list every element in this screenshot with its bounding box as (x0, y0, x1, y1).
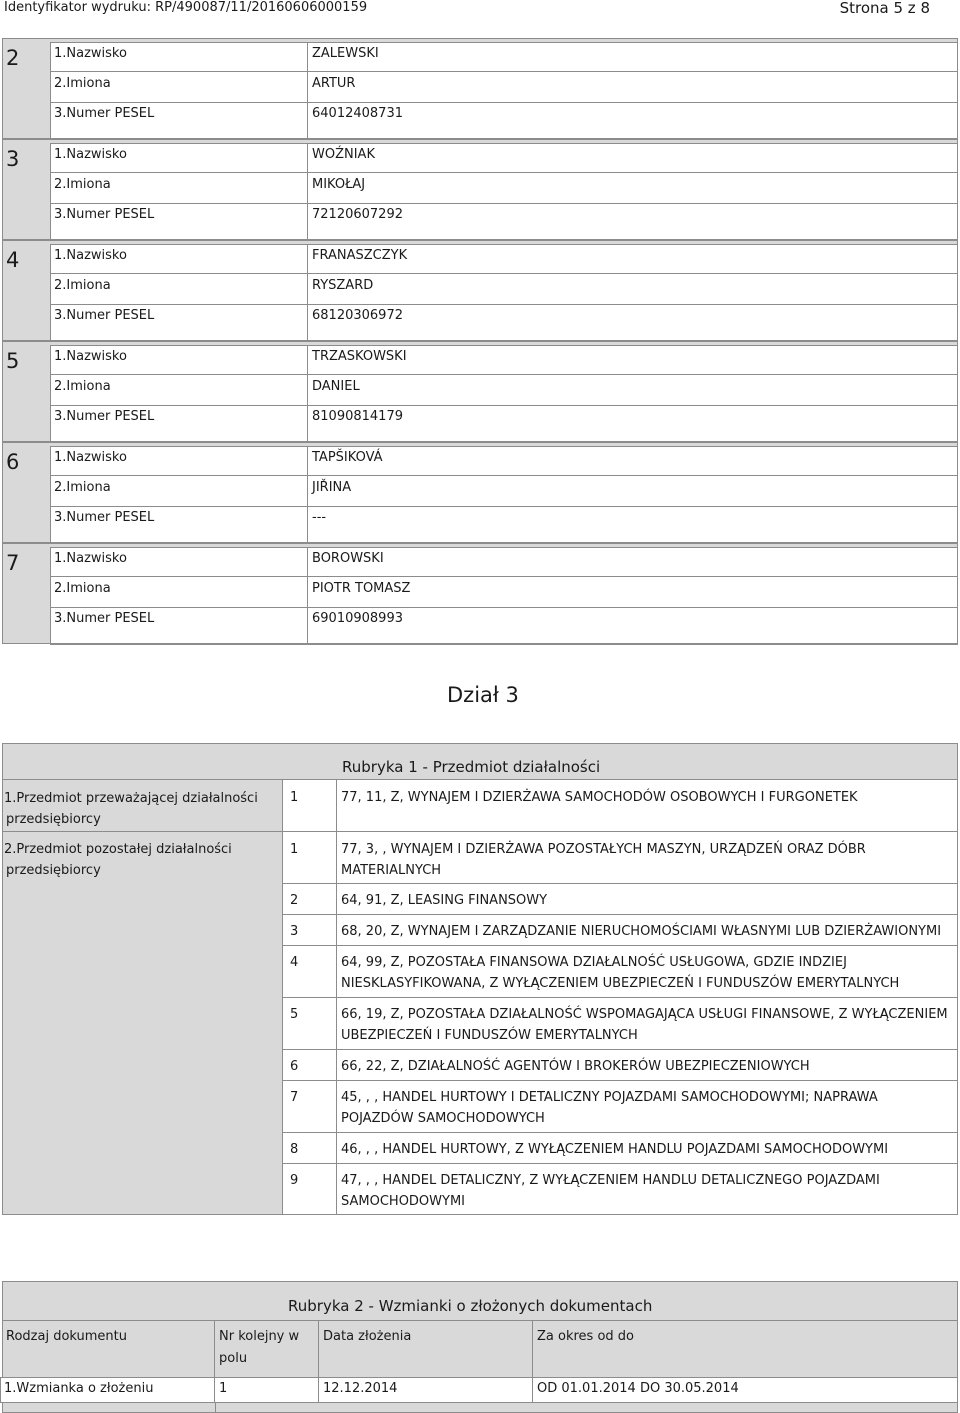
rubryka-1-title: Rubryka 1 - Przedmiot działalności (342, 758, 601, 776)
wzmianka-period: OD 01.01.2014 DO 30.05.2014 (537, 1381, 739, 1396)
activity-no: 3 (290, 924, 299, 939)
rubryka-2-title: Rubryka 2 - Wzmianki o złożonych dokumentach (288, 1297, 653, 1315)
person-fields (50, 446, 958, 543)
person-names: RYSZARD (312, 278, 374, 293)
person-divider (307, 345, 308, 442)
activity-value: 46, , , HANDEL HURTOWY, Z WYŁĄCZENIEM HANDLU POJAZDAMI SAMOCHODOWYMI (341, 1142, 889, 1157)
field-label: 2.Imiona (54, 278, 111, 293)
person-row-line (50, 304, 958, 305)
person-fields (50, 42, 958, 139)
person-pesel: 69010908993 (312, 611, 403, 626)
person-row-line (50, 102, 958, 103)
person-divider (307, 42, 308, 139)
field-label: 2.Imiona (54, 76, 111, 91)
activity-row-line (282, 1080, 958, 1081)
person-pesel: 72120607292 (312, 207, 403, 222)
person-pesel: 68120306972 (312, 308, 403, 323)
person-row-line (50, 506, 958, 507)
person-row-line (50, 475, 958, 476)
activity-no: 5 (290, 1007, 299, 1022)
person-surname: WOŹNIAK (312, 147, 375, 162)
wzmianka-date: 12.12.2014 (323, 1381, 398, 1396)
activity-row-line (282, 997, 958, 998)
field-label: 1.Nazwisko (54, 551, 127, 566)
person-row-line (50, 172, 958, 173)
col-header-period: Za okres od do (537, 1329, 634, 1344)
person-divider (307, 446, 308, 543)
activity-row-line (282, 945, 958, 946)
person-row-line (50, 374, 958, 375)
page-number: Strona 5 z 8 (839, 0, 930, 17)
other-activity-label: 2.Przedmiot pozostałej działalności (4, 842, 232, 857)
main-activity-value: 77, 11, Z, WYNAJEM I DZIERŻAWA SAMOCHODÓW OSOBOWYCH I FURGONETEK (341, 790, 858, 805)
person-fields (50, 345, 958, 442)
person-number: 7 (6, 551, 20, 575)
activity-value: 77, 3, , WYNAJEM I DZIERŻAWA POZOSTAŁYCH MASZYN, URZĄDZEŃ ORAZ DÓBR (341, 842, 866, 857)
person-number: 4 (6, 248, 20, 272)
activity-value: 64, 91, Z, LEASING FINANSOWY (341, 893, 548, 908)
activity-value-cont: UBEZPIECZEŃ I FUNDUSZÓW EMERYTALNYCH (341, 1028, 638, 1043)
field-label: 2.Imiona (54, 379, 111, 394)
activity-value-cont: SAMOCHODOWYMI (341, 1194, 466, 1209)
activity-value: 66, 19, Z, POZOSTAŁA DZIAŁALNOŚĆ WSPOMAGAJĄCA USŁUGI FINANSOWE, Z WYŁĄCZENIEM (341, 1007, 948, 1022)
activity-value-cont: NIESKLASYFIKOWANA, Z WYŁĄCZENIEM UBEZPIECZEŃ I FUNDUSZÓW EMERYTALNYCH (341, 976, 900, 991)
print-id: Identyfikator wydruku: RP/490087/11/20160606000159 (4, 0, 368, 15)
main-activity-label-cont: przedsiębiorcy (6, 812, 101, 827)
main-activity-label: 1.Przedmiot przeważającej działalności (4, 791, 258, 806)
person-names: PIOTR TOMASZ (312, 581, 411, 596)
section-title: Dział 3 (447, 683, 519, 707)
activity-value: 66, 22, Z, DZIAŁALNOŚĆ AGENTÓW I BROKERÓW UBEZPIECZENIOWYCH (341, 1059, 810, 1074)
col-header-no-cont: polu (219, 1351, 248, 1366)
wzmianka-type: 1.Wzmianka o złożeniu (4, 1381, 154, 1396)
person-names: JIŘINA (312, 480, 352, 495)
field-label: 3.Numer PESEL (54, 611, 155, 626)
person-number: 5 (6, 349, 20, 373)
person-pesel: --- (312, 510, 327, 525)
col-header-no: Nr kolejny w (219, 1329, 300, 1344)
person-pesel: 64012408731 (312, 106, 403, 121)
activity-no: 1 (290, 842, 299, 857)
activity-value: 68, 20, Z, WYNAJEM I ZARZĄDZANIE NIERUCHOMOŚCIAMI WŁASNYMI LUB DZIERŻAWIONYMI (341, 924, 942, 939)
person-surname: BOROWSKI (312, 551, 384, 566)
field-label: 3.Numer PESEL (54, 207, 155, 222)
person-surname: ZALEWSKI (312, 46, 379, 61)
activity-row-line (282, 883, 958, 884)
person-row-line (50, 71, 958, 72)
person-row-line (50, 607, 958, 608)
col-header-date: Data złożenia (323, 1329, 412, 1344)
field-label: 2.Imiona (54, 177, 111, 192)
person-fields (50, 143, 958, 240)
person-fields (50, 547, 958, 644)
activity-row-line (282, 1049, 958, 1050)
activity-no: 7 (290, 1090, 299, 1105)
person-divider (307, 244, 308, 341)
activity-value-cont: MATERIALNYCH (341, 863, 442, 878)
field-label: 3.Numer PESEL (54, 409, 155, 424)
main-activity-no: 1 (290, 790, 299, 805)
activity-row-line (282, 1163, 958, 1164)
activity-row-line (282, 1132, 958, 1133)
field-label: 1.Nazwisko (54, 349, 127, 364)
person-row-line (50, 405, 958, 406)
field-label: 3.Numer PESEL (54, 308, 155, 323)
activity-no: 4 (290, 955, 299, 970)
person-surname: FRANASZCZYK (312, 248, 408, 263)
activity-row-line (282, 914, 958, 915)
activity-no: 6 (290, 1059, 299, 1074)
wzmianka-no: 1 (219, 1381, 228, 1396)
person-names: ARTUR (312, 76, 356, 91)
person-number: 2 (6, 46, 20, 70)
person-surname: TRZASKOWSKI (312, 349, 407, 364)
field-label: 1.Nazwisko (54, 147, 127, 162)
person-number: 6 (6, 450, 20, 474)
field-label: 1.Nazwisko (54, 46, 127, 61)
field-label: 3.Numer PESEL (54, 106, 155, 121)
field-label: 3.Numer PESEL (54, 510, 155, 525)
field-label: 2.Imiona (54, 581, 111, 596)
person-row-line (50, 644, 958, 645)
activity-no: 2 (290, 893, 299, 908)
other-activity-label-cont: przedsiębiorcy (6, 863, 101, 878)
person-names: DANIEL (312, 379, 360, 394)
activity-value: 64, 99, Z, POZOSTAŁA FINANSOWA DZIAŁALNOŚĆ USŁUGOWA, GDZIE INDZIEJ (341, 955, 847, 970)
field-label: 2.Imiona (54, 480, 111, 495)
person-names: MIKOŁAJ (312, 177, 366, 192)
person-divider (307, 547, 308, 644)
person-row-line (50, 203, 958, 204)
activity-value: 47, , , HANDEL DETALICZNY, Z WYŁĄCZENIEM HANDLU DETALICZNEGO POJAZDAMI (341, 1173, 880, 1188)
activity-no: 8 (290, 1142, 299, 1157)
col-header-type: Rodzaj dokumentu (6, 1329, 127, 1344)
field-label: 1.Nazwisko (54, 248, 127, 263)
activity-value-cont: POJAZDÓW SAMOCHODOWYCH (341, 1111, 545, 1126)
person-divider (307, 143, 308, 240)
activity-no: 9 (290, 1173, 299, 1188)
person-pesel: 81090814179 (312, 409, 403, 424)
person-row-line (50, 576, 958, 577)
person-row-line (50, 273, 958, 274)
person-fields (50, 244, 958, 341)
activity-value: 45, , , HANDEL HURTOWY I DETALICZNY POJAZDAMI SAMOCHODOWYMI; NAPRAWA (341, 1090, 878, 1105)
field-label: 1.Nazwisko (54, 450, 127, 465)
person-number: 3 (6, 147, 20, 171)
person-surname: TAPŠIKOVÁ (312, 450, 383, 465)
